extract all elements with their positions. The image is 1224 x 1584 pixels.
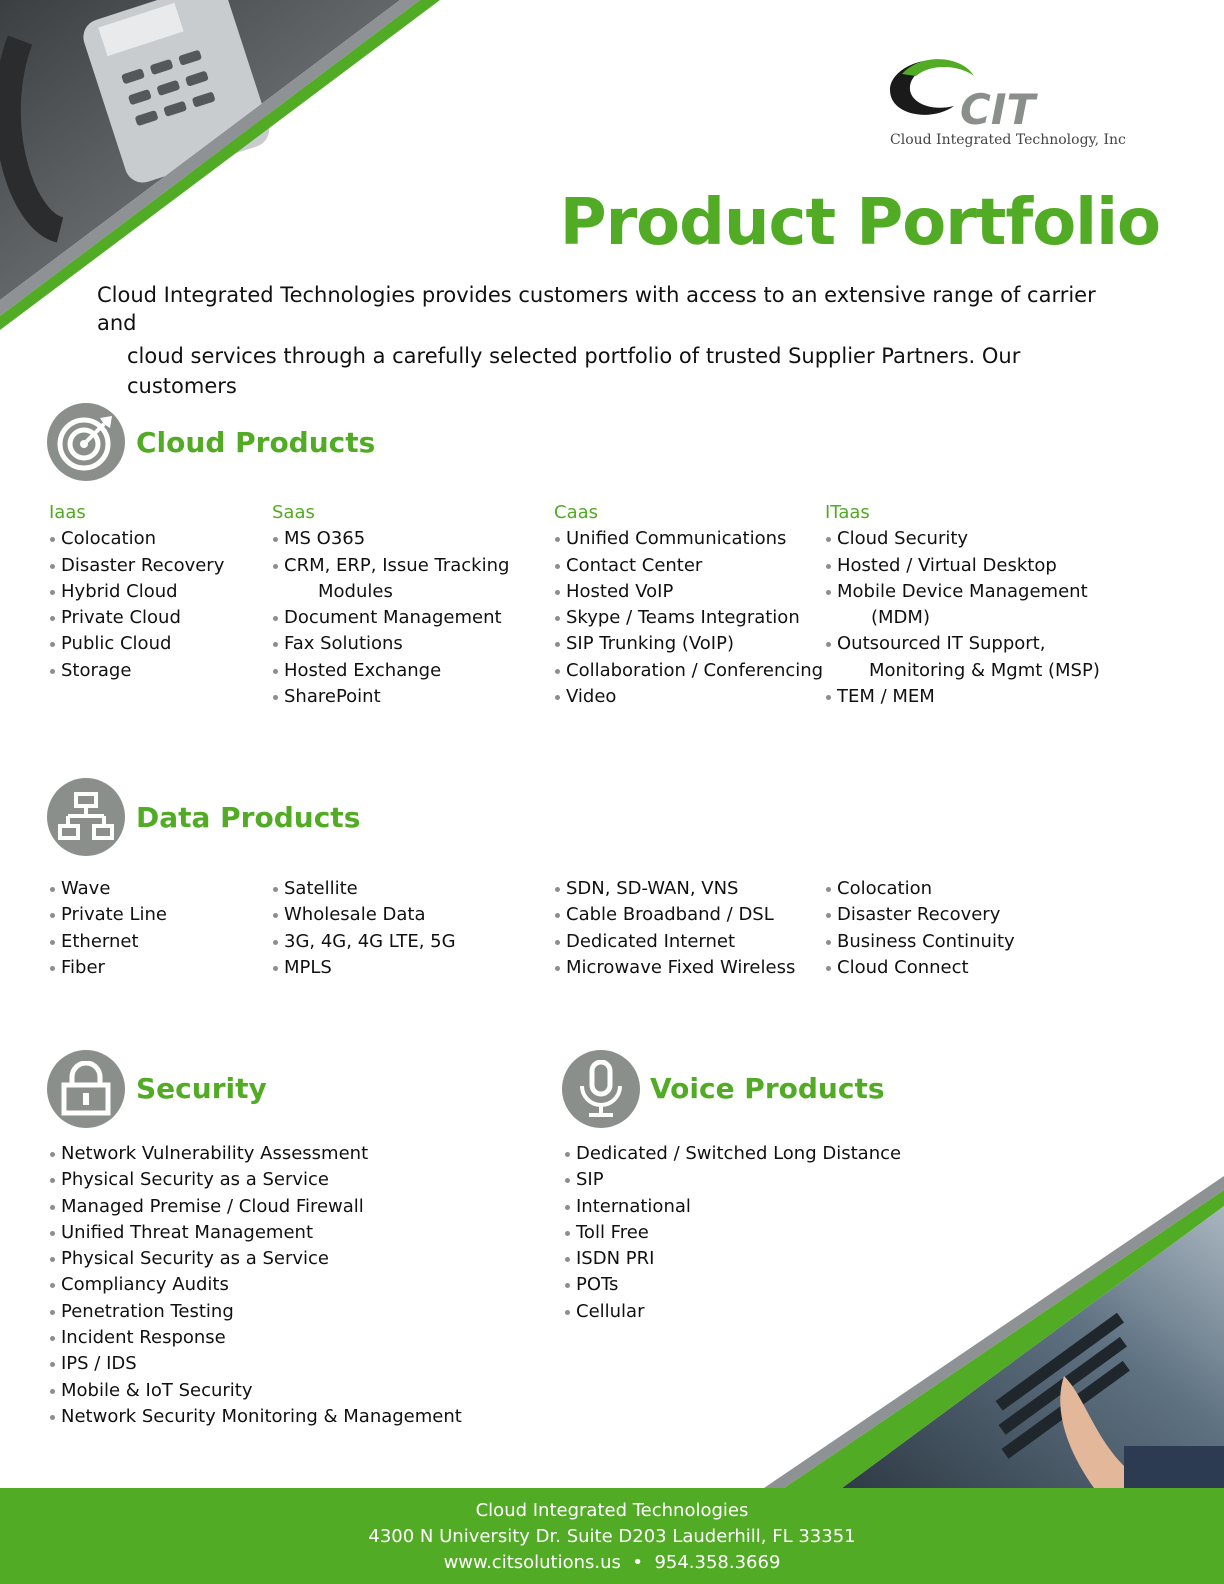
col-heading: ITaas [825,502,870,523]
col-heading: Caas [554,502,599,523]
intro-line-1b: and [97,311,137,335]
cloud-col-saas [272,500,509,710]
list-item: Public Cloud [49,631,224,657]
list-item: Microwave Fixed Wireless [554,955,795,981]
list-item: Contact Center [554,553,823,579]
list-item: MS O365 [272,526,509,552]
list-item: Storage [49,658,224,684]
list-item: Fiber [49,955,167,981]
list-item: Cable Broadband / DSL [554,902,795,928]
list-item: Ethernet [49,929,167,955]
lock-icon [47,1050,125,1128]
list-item: Fax Solutions [272,631,509,657]
list-item: Disaster Recovery [825,902,1015,928]
list-item: Dedicated / Switched Long Distance [564,1141,901,1167]
list-item: CRM, ERP, Issue Tracking [272,553,509,579]
list-item: MPLS [272,955,456,981]
list-item: Unified Communications [554,526,823,552]
list-item: Private Line [49,902,167,928]
microphone-icon [562,1050,640,1128]
cloud-products-title: Cloud Products [136,426,376,459]
footer [0,1488,1224,1584]
list-item: ISDN PRI [564,1246,901,1272]
list-item: Cloud Security [825,526,1100,552]
list-item-continuation: Modules [318,580,393,602]
list-item: Penetration Testing [49,1299,462,1325]
list-item: Colocation [49,526,224,552]
data-products-title: Data Products [136,801,361,834]
footer-separator: • [632,1552,643,1573]
cloud-col-iaas [49,500,224,684]
list-item: Mobile & IoT Security [49,1378,462,1404]
list-item: Cloud Connect [825,955,1015,981]
data-col-2 [272,876,456,981]
list-item: Hosted Exchange [272,658,509,684]
list-item: IPS / IDS [49,1351,462,1377]
footer-phone[interactable]: 954.358.3669 [654,1552,781,1573]
logo-swoosh-icon [882,52,1062,132]
list-item: SIP [564,1167,901,1193]
list-item-continuation: Monitoring & Mgmt (MSP) [869,659,1100,681]
cloud-col-caas [554,500,823,710]
logo-wordmark: CIT [960,85,1036,132]
list-item: Toll Free [564,1220,901,1246]
list-item: Wave [49,876,167,902]
list-item: Document Management [272,605,509,631]
list-item: Hosted VoIP [554,579,823,605]
intro-line-2: cloud services through a carefully selected portfolio of trusted Supplier Partners. Our [127,344,1021,368]
list-item: Private Cloud [49,605,224,631]
list-item: TEM / MEM [825,684,1100,710]
footer-address: 4300 N University Dr. Suite D203 Lauderhill, FL 33351 [368,1526,856,1547]
list-item-continuation: (MDM) [871,607,930,629]
list-item: SDN, SD-WAN, VNS [554,876,795,902]
list-item: Business Continuity [825,929,1015,955]
list-item: Cellular [564,1299,901,1325]
list-item: Network Security Monitoring & Management [49,1404,462,1430]
security-title: Security [136,1072,267,1105]
list-item: SharePoint [272,684,509,710]
list-item: Colocation [825,876,1015,902]
data-col-4 [825,876,1015,981]
server-photo [764,1176,1224,1488]
list-item: Skype / Teams Integration [554,605,823,631]
voice-products-title: Voice Products [650,1072,885,1105]
list-item: Wholesale Data [272,902,456,928]
col-heading: Saas [272,502,315,523]
list-item: Physical Security as a Service [49,1246,462,1272]
cloud-col-itaas [825,500,1100,710]
list-item: Collaboration / Conferencing [554,658,823,684]
footer-website-link[interactable]: www.citsolutions.us [443,1552,621,1573]
footer-contact [0,1550,1224,1576]
list-item: Managed Premise / Cloud Firewall [49,1194,462,1220]
list-item: Dedicated Internet [554,929,795,955]
list-item: Incident Response [49,1325,462,1351]
company-logo [882,52,1172,162]
intro-paragraph [97,281,1137,401]
intro-line-1: Cloud Integrated Technologies provides customers with access to an extensive range of carrier [97,283,1096,307]
list-item: SIP Trunking (VoIP) [554,631,823,657]
network-icon [47,778,125,856]
list-item: POTs [564,1272,901,1298]
list-item: Compliancy Audits [49,1272,462,1298]
data-col-3 [554,876,795,981]
list-item: Physical Security as a Service [49,1167,462,1193]
page-title: Product Portfolio [559,186,1160,260]
list-item: 3G, 4G, 4G LTE, 5G [272,929,456,955]
list-item: Video [554,684,823,710]
data-col-1 [49,876,167,981]
footer-company: Cloud Integrated Technologies [475,1500,749,1521]
intro-line-2b: customers [127,374,237,398]
logo-tagline: Cloud Integrated Technology, Inc [890,132,1126,148]
security-list [49,1141,462,1430]
list-item: Satellite [272,876,456,902]
col-heading: Iaas [49,502,86,523]
list-item: Unified Threat Management [49,1220,462,1246]
list-item: Network Vulnerability Assessment [49,1141,462,1167]
list-item: Hybrid Cloud [49,579,224,605]
list-item: International [564,1194,901,1220]
list-item: Disaster Recovery [49,553,224,579]
list-item: Hosted / Virtual Desktop [825,553,1100,579]
list-item: Mobile Device Management [825,579,1100,605]
target-icon [47,403,125,481]
list-item: Outsourced IT Support, [825,631,1100,657]
